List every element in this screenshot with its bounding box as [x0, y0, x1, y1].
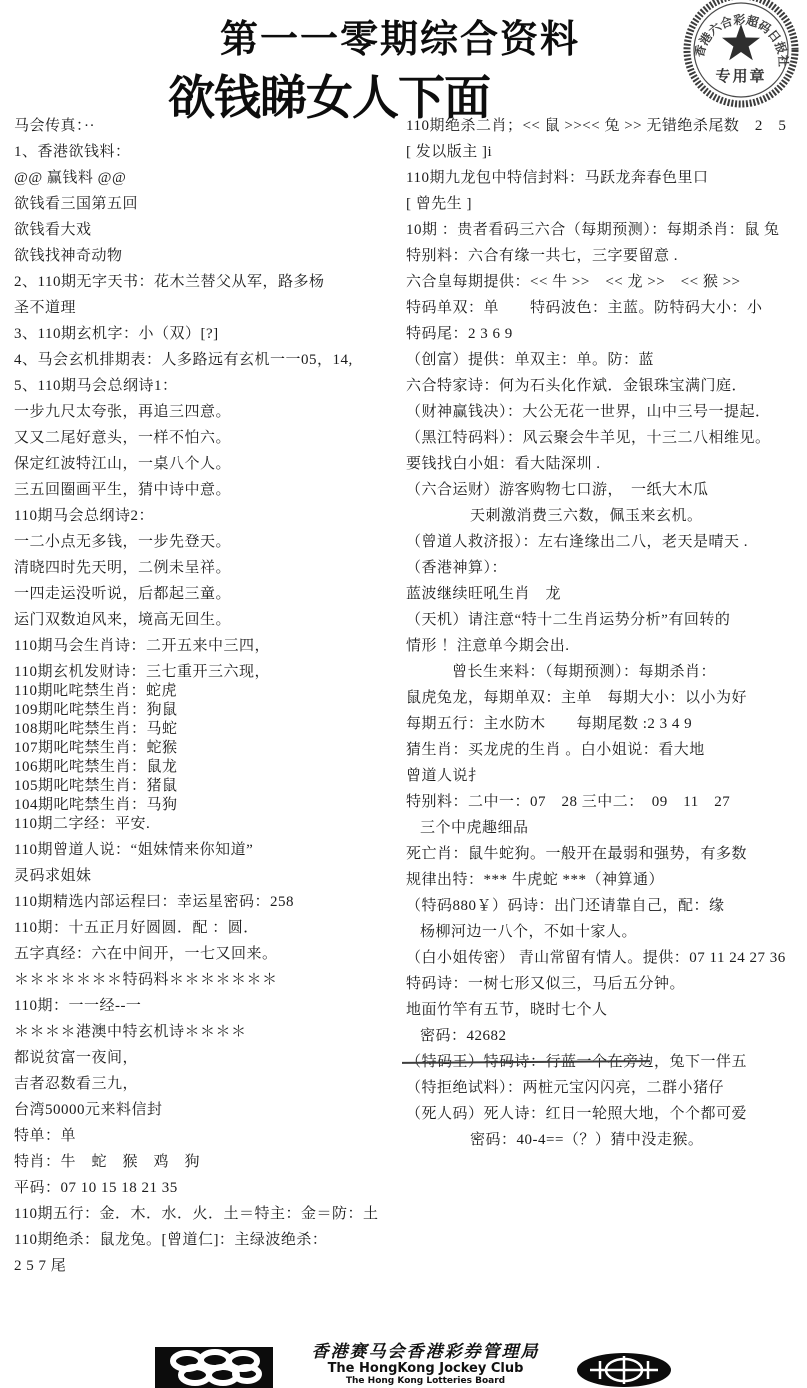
text-line: 特肖：牛 蛇 猴 鸡 狗: [14, 1154, 201, 1170]
text-line: （创富）提供：单双主：单。防：蓝: [406, 352, 655, 368]
text-line: 圣不道理: [14, 300, 77, 316]
text-line: 5、110期马会总纲诗1：: [14, 378, 178, 394]
text-line: 又又二尾好意头，一样不怕六。: [14, 430, 232, 446]
text-line: 规律出特：*** 牛虎蛇 ***（神算通）: [406, 872, 665, 888]
text-line: 清晓四时先天明，二例未呈祥。: [14, 560, 232, 576]
text-line: 平码：07 10 15 18 21 35: [14, 1180, 178, 1196]
text-line: （特码王）特码诗：行蓝一个在旁边，兔下一伴五: [406, 1054, 806, 1070]
text-line: 欲钱看大戏: [14, 222, 92, 238]
text-line: （曾道人救济报）：左右逢缘出二八，老天是晴天 .: [406, 534, 749, 550]
text-line: 保定红波特江山，一桌八个人。: [14, 456, 232, 472]
text-line: 特码尾：2 3 6 9: [406, 326, 513, 342]
text-line: 密码：42682: [420, 1028, 507, 1044]
text-line: 特单：单: [14, 1128, 77, 1144]
text-line: 105期叱咤禁生肖：猪鼠: [14, 778, 178, 794]
text-line: 特别料：二中一：07 28 三中二： 09 11 27: [406, 794, 731, 810]
text-line: 108期叱咤禁生肖：马蛇: [14, 721, 178, 737]
text-line: （死人码）死人诗：红日一轮照大地，个个都可爱: [406, 1106, 748, 1122]
text-line: 110期九龙包中特信封料：马跃龙奔春色里口: [406, 170, 709, 186]
text-line: 地面竹竿有五节，晓时七个人: [406, 1002, 608, 1018]
jockey-club-logo: [155, 1347, 273, 1388]
text-line: 马会传真：··: [14, 118, 95, 134]
footer-chinese-name: 香港赛马会香港彩券管理局: [311, 1342, 540, 1361]
text-line: （六合运财）游客购物七口游， 一纸大木瓜: [406, 482, 709, 498]
text-line: 110期五行：金．木．水．火．土＝特主：金＝防：土: [14, 1206, 379, 1222]
text-line: 110期：十五正月好圆圆．配 ：圆．: [14, 920, 259, 936]
text-line: （天机）请注意“特十二生肖运势分析”有回转的: [406, 612, 731, 628]
right-column: [406, 118, 806, 1158]
text-line: 110期绝杀二肖；<< 鼠 >><< 兔 >> 无错绝杀尾数 2 5: [406, 118, 787, 134]
text-line: 蓝波继续旺吼生肖 龙: [406, 586, 562, 602]
seal-label: 专用章: [715, 67, 767, 85]
issue-title: 第一一零期综合资料: [220, 17, 581, 61]
text-line: 杨柳河边一八个，不如十家人。: [420, 924, 638, 940]
footer-english-name: The HongKong Jockey Club: [327, 1361, 524, 1376]
text-line: 107期叱咤禁生肖：蛇猴: [14, 740, 178, 756]
text-line: 106期叱咤禁生肖：鼠龙: [14, 759, 178, 775]
seal-ring-text: 香港六合彩超码日报社: [692, 12, 791, 68]
text-line: （香港神算）：: [406, 560, 508, 576]
text-line: （白小姐传密） 青山常留有情人。提供：07 11 24 27 36: [406, 950, 786, 966]
text-line: 密码：40-4==（？）猜中没走猴。: [470, 1132, 704, 1148]
text-line: 一二小点无多钱，一步先登天。: [14, 534, 232, 550]
footer-text: [288, 1337, 563, 1386]
text-line: 特码单双：单 特码波色：主蓝。防特码大小：小: [406, 300, 763, 316]
text-line: （财神赢钱决）：大公无花一世界，山中三号一提起．: [406, 404, 771, 420]
text-line: 110期马会总纲诗2：: [14, 508, 154, 524]
text-line: 10期 ：贵者看码三六合（每期预测）：每期杀肖：鼠 兔: [406, 222, 780, 238]
text-line: 3、110期玄机字：小（双）[?]: [14, 326, 219, 342]
text-line: 六合特家诗：何为石头化作斌．金银珠宝满门庭．: [406, 378, 748, 394]
text-line: 要钱找白小姐：看大陆深圳 .: [406, 456, 601, 472]
text-line: ＊＊＊＊＊＊＊特码料＊＊＊＊＊＊＊: [14, 972, 278, 988]
text-line: 一步九尺太夸张，再追三四意。: [14, 404, 232, 420]
text-line: 灵码求姐妹: [14, 868, 92, 884]
text-line: 曾长生来料：（每期预测）：每期杀肖：: [452, 664, 717, 680]
text-line: [ 发以版主 ]i: [406, 144, 493, 160]
text-line: 三五回圈画平生，猜中诗中意。: [14, 482, 232, 498]
text-line: 110期二字经：平安.: [14, 816, 151, 832]
text-line: 109期叱咤禁生肖：狗鼠: [14, 702, 178, 718]
text-line: （黑江特码料）：风云聚会牛羊见，十三二八相维见。: [406, 430, 771, 446]
text-line: 欲钱看三国第五回: [14, 196, 139, 212]
text-line: 六合皇每期提供：<< 牛 >> << 龙 >> << 猴 >>: [406, 274, 741, 290]
lotteries-board-logo: [576, 1352, 672, 1388]
text-line: 都说贫富一夜间，: [14, 1050, 139, 1066]
footer: [0, 1335, 807, 1388]
text-line: 2 5 7 尾: [14, 1258, 67, 1274]
text-line: 110期马会生肖诗：二开五来中三四，: [14, 638, 270, 654]
slogan-title: 欲钱睇女人下面: [168, 71, 490, 126]
text-line: 110期玄机发财诗：三七重开三六现，: [14, 664, 270, 680]
text-line: 死亡肖：鼠牛蛇狗。一般开在最弱和强势，有多数: [406, 846, 748, 862]
text-line: 吉者忍数看三九，: [14, 1076, 139, 1092]
text-line: @@ 赢钱料 @@: [14, 170, 127, 186]
text-line: 110期：一一经--一: [14, 998, 142, 1014]
text-line: 曾道人说扌: [406, 768, 484, 784]
text-line: 鼠虎兔龙，每期单双：主单 每期大小：以小为好: [406, 690, 748, 706]
text-line: 104期叱咤禁生肖：马狗: [14, 797, 178, 813]
text-line: 1、香港欲钱料：: [14, 144, 131, 160]
text-line: 110期绝杀：鼠龙兔。[曾道仁]：主绿波绝杀：: [14, 1232, 328, 1248]
text-line: （特码880￥）码诗：出门还请靠自己，配：缘: [406, 898, 725, 914]
text-line: 情形 ！注意单今期会出.: [406, 638, 570, 654]
text-line: 运门双数迫风来，境高无回生。: [14, 612, 232, 628]
text-line: 台湾50000元来料信封: [14, 1102, 163, 1118]
text-line: 三个中虎趣细品: [420, 820, 529, 836]
text-line: 110期曾道人说：“姐妹情来你知道”: [14, 842, 254, 858]
text-line: 特别料：六合有缘一共七，三字要留意 .: [406, 248, 679, 264]
text-line: 欲钱找神奇动物: [14, 248, 123, 264]
text-line: 110期叱咤禁生肖：蛇虎: [14, 683, 177, 699]
publisher-seal: [677, 0, 805, 110]
left-column: [14, 118, 406, 1284]
text-line: 猜生肖：买龙虎的生肖 。白小姐说：看大地: [406, 742, 705, 758]
text-line: 特码诗：一树七形又似三，马后五分钟。: [406, 976, 686, 992]
text-line: 天刺激消费三六数，佩玉来玄机。: [470, 508, 703, 524]
text-line: 一四走运没听说，后都起三童。: [14, 586, 232, 602]
text-line: ＊＊＊＊港澳中特玄机诗＊＊＊＊: [14, 1024, 247, 1040]
text-line: 五字真经：六在中间开，一七又回来。: [14, 946, 278, 962]
text-line: （特拒绝试料）：两桩元宝闪闪亮，二群小猪仔: [406, 1080, 725, 1096]
text-line: 4、马会玄机排期表：人多路远有玄机一一05，14,: [14, 352, 353, 368]
text-line: [ 曾先生 ]: [406, 196, 472, 212]
text-line: 每期五行：主水防木 每期尾数 :2 3 4 9: [406, 716, 693, 732]
text-line: 2、110期无字天书：花木兰替父从军，路多杨: [14, 274, 325, 290]
text-line: 110期精选内部运程曰：幸运星密码：258: [14, 894, 294, 910]
footer-english-subname: The Hong Kong Lotteries Board: [345, 1376, 506, 1386]
